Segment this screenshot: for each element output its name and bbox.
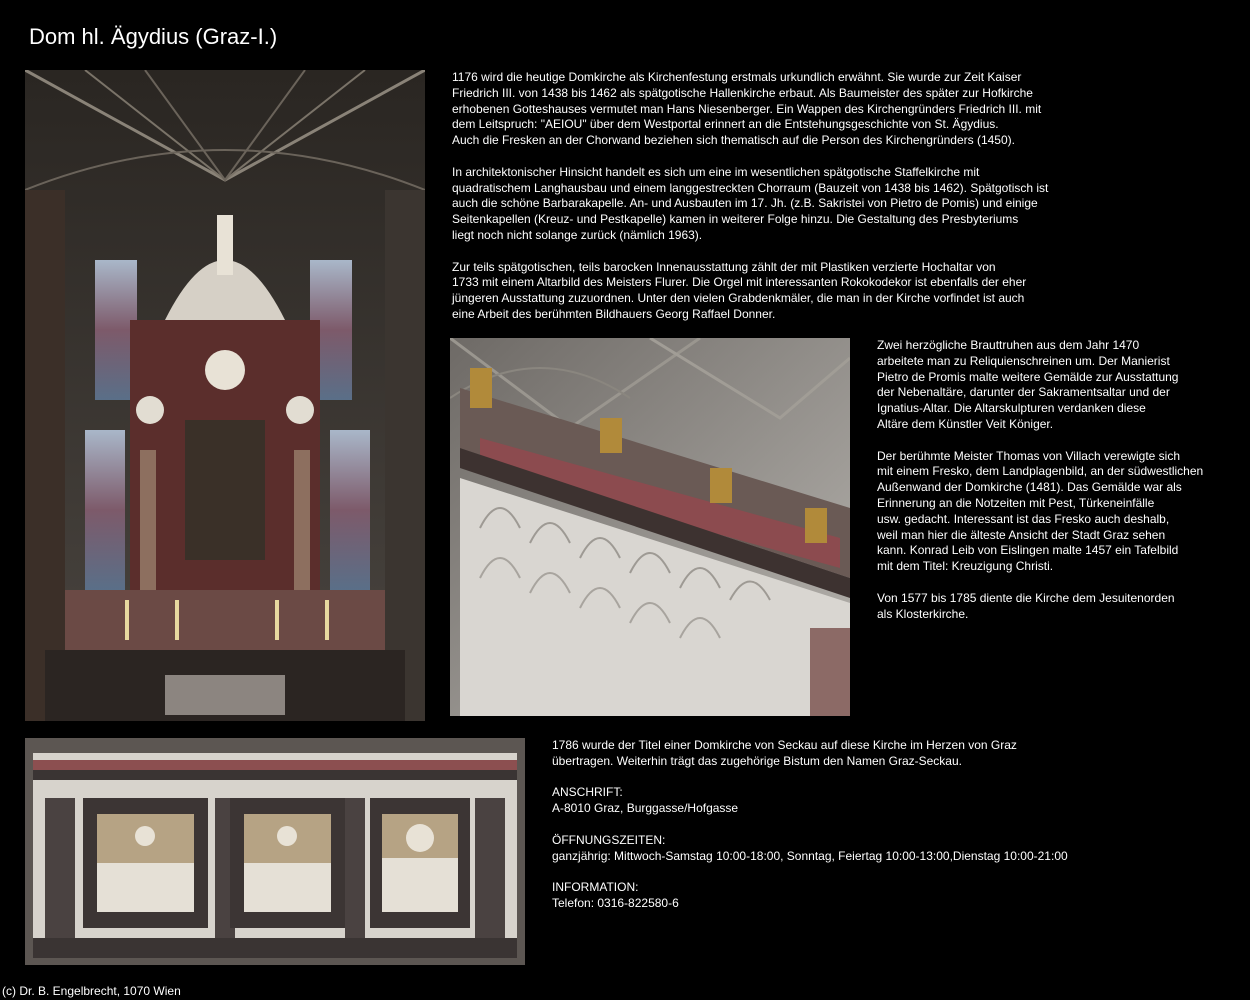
text-line: jüngeren Ausstattung zuzuordnen. Unter den vielen Grabdenkmäler, die man in der Kirche vorfindet ist auch xyxy=(452,291,1025,306)
text-line: Zwei herzögliche Brauttruhen aus dem Jahr 1470 xyxy=(877,338,1140,352)
text-line: liegt noch nicht solange zurück (nämlich 1963). xyxy=(452,227,703,242)
text-line: 1786 wurde der Titel einer Domkirche von Seckau auf diese Kirche im Herzen von Graz xyxy=(552,738,1017,752)
text-line: arbeitete man zu Reliquienschreinen um. Der Manierist xyxy=(877,353,1170,368)
text-line: Zur teils spätgotischen, teils barocken Innenausstattung zählt der mit Plastiken verzierte Hochaltar von xyxy=(452,259,996,274)
furnishings-text xyxy=(877,338,1203,622)
text-line: mit dem Titel: Kreuzigung Christi. xyxy=(877,559,1054,574)
text-line: übertragen. Weiterhin trägt das zugehörige Bistum den Namen Graz-Seckau. xyxy=(552,753,962,768)
address-value: A-8010 Graz, Burggasse/Hofgasse xyxy=(552,801,739,816)
history-paragraph-3 xyxy=(452,260,1048,323)
text-line: usw. gedacht. Interessant ist das Fresko auch deshalb, xyxy=(877,511,1170,526)
text-line: Außenwand der Domkirche (1481). Das Gemälde war als xyxy=(877,480,1182,495)
history-paragraph-1 xyxy=(452,70,1048,149)
text-line: Altäre dem Künstler Veit Königer. xyxy=(877,416,1054,431)
text-line: eine Arbeit des berühmten Bildhauers Georg Raffael Donner. xyxy=(452,306,776,321)
text-line: mit einem Fresko, dem Landplagenbild, an der südwestlichen xyxy=(877,464,1204,479)
info-paragraph-1 xyxy=(552,738,1068,770)
furnishings-paragraph-2 xyxy=(877,449,1203,575)
address-label: ANSCHRIFT: xyxy=(552,785,623,800)
text-line: der Nebenaltäre, darunter der Sakramentsaltar und der xyxy=(877,385,1170,400)
text-line: Der berühmte Meister Thomas von Villach verewigte sich xyxy=(877,448,1181,463)
furnishings-paragraph-1 xyxy=(877,338,1203,433)
text-line: Ignatius-Altar. Die Altarskulpturen verdanken diese xyxy=(877,401,1146,416)
text-line: als Klosterkirche. xyxy=(877,606,969,621)
text-line: quadratischem Langhausbau und einem langgestreckten Chorraum (Bauzeit von 1438 bis 1462). Spätgotisch ist xyxy=(452,180,1049,195)
gallery-photo xyxy=(450,338,850,716)
furnishings-paragraph-3 xyxy=(877,591,1203,623)
text-line: Pietro de Promis malte weitere Gemälde zur Ausstattung xyxy=(877,369,1179,384)
text-line: Friedrich III. von 1438 bis 1462 als spätgotische Hallenkirche erbaut. Als Baumeister des später zur Hofkirche xyxy=(452,85,1033,100)
information-block xyxy=(552,880,1068,912)
reliquary-photo xyxy=(25,738,525,965)
opening-hours-block xyxy=(552,833,1068,865)
text-line: 1176 wird die heutige Domkirche als Kirchenfestung erstmals urkundlich erwähnt. Sie wurde zur Zeit Kaiser xyxy=(452,70,1022,84)
copyright-footer: (c) Dr. B. Engelbrecht, 1070 Wien xyxy=(2,984,181,998)
text-line: Seitenkapellen (Kreuz- und Pestkapelle) kamen in weiterer Folge hinzu. Die Gestaltung des Presbyteriums xyxy=(452,212,1019,227)
information-label: INFORMATION: xyxy=(552,880,639,895)
text-line: 1733 mit einem Altarbild des Meisters Flurer. Die Orgel mit interessanten Rokokodekor ist ebenfalls der eher xyxy=(452,275,1027,290)
phone-number: Telefon: 0316-822580-6 xyxy=(552,895,679,910)
text-line: dem Leitspruch: "AEIOU" über dem Westportal erinnert an die Entstehungsgeschichte von St. Ägydius. xyxy=(452,117,999,132)
opening-hours-value: ganzjährig: Mittwoch-Samstag 10:00-18:00, Sonntag, Feiertag 10:00-13:00,Dienstag 10:00-21:00 xyxy=(552,848,1068,863)
address-block xyxy=(552,785,1068,817)
text-line: Auch die Fresken an der Chorwand beziehen sich thematisch auf die Person des Kirchengründers (1450). xyxy=(452,133,1015,148)
high-altar-photo xyxy=(25,70,425,721)
text-line: Von 1577 bis 1785 diente die Kirche dem Jesuitenorden xyxy=(877,590,1175,605)
history-paragraph-2 xyxy=(452,165,1048,244)
text-line: erhobenen Gotteshauses vermutet man Hans Niesenberger. Ein Wappen des Kirchengründers Friedrich III. mit xyxy=(452,101,1042,116)
text-line: weil man hier die älteste Ansicht der Stadt Graz sehen xyxy=(877,527,1166,542)
text-line: auch die schöne Barbarakapelle. An- und Ausbauten im 17. Jh. (z.B. Sakristei von Pietro de Pomis) und einige xyxy=(452,196,1038,211)
text-line: Erinnerung an die Notzeiten mit Pest, Türkeneinfälle xyxy=(877,495,1155,510)
opening-hours-label: ÖFFNUNGSZEITEN: xyxy=(552,832,666,847)
history-text xyxy=(452,70,1048,323)
page-title: Dom hl. Ägydius (Graz-I.) xyxy=(29,24,278,49)
info-text xyxy=(552,738,1068,912)
text-line: kann. Konrad Leib von Eislingen malte 1457 ein Tafelbild xyxy=(877,543,1179,558)
text-line: In architektonischer Hinsicht handelt es sich um eine im wesentlichen spätgotische Staffelkirche mit xyxy=(452,164,980,179)
